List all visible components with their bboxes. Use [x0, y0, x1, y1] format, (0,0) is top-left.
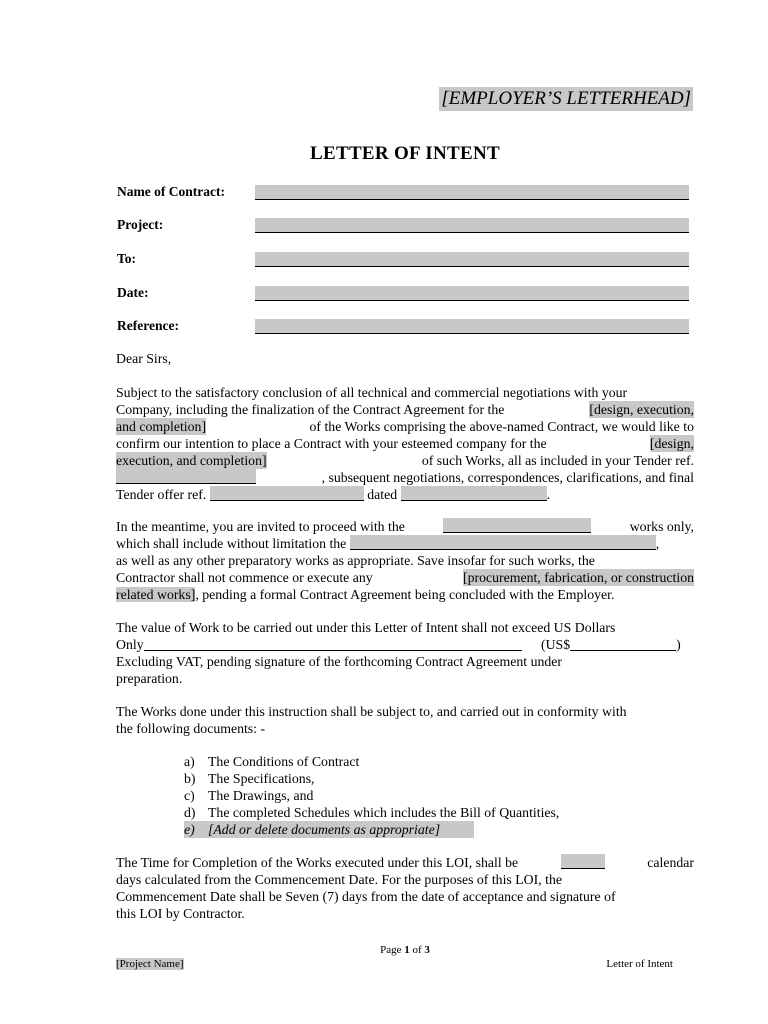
document-title: LETTER OF INTENT	[310, 143, 500, 164]
calendar-days-blank[interactable]	[561, 854, 605, 869]
text-line: Commencement Date shall be Seven (7) days from the date of acceptance and signature of	[116, 889, 616, 904]
text-line: the following documents: -	[116, 721, 266, 736]
list-item: a) The Conditions of Contract	[184, 754, 360, 769]
text-line: The Time for Completion of the Works executed under this LOI, shall be calendar	[116, 855, 694, 870]
text-line: Only (US$ )	[116, 637, 681, 652]
tender-offer-ref-blank[interactable]	[210, 486, 364, 501]
footer-document-name: Letter of Intent	[606, 958, 673, 970]
list-item: c) The Drawings, and	[184, 788, 314, 803]
field-label: Date:	[117, 285, 149, 300]
field-reference	[117, 317, 689, 337]
text-line: Subject to the satisfactory conclusion of all technical and commercial negotiations with your	[116, 385, 628, 400]
placeholder-scope[interactable]: [design, execution,	[589, 402, 694, 417]
text-line: Tender offer ref. dated .	[116, 487, 551, 502]
field-label: To:	[117, 251, 137, 266]
paragraph-works-documents	[116, 703, 694, 737]
text-line: confirm our intention to place a Contract with your esteemed company for the [design,	[116, 436, 694, 451]
field-input-line[interactable]	[255, 185, 689, 200]
list-item-optional-placeholder[interactable]: e) [Add or delete documents as appropriate]	[184, 821, 474, 838]
works-include-blank[interactable]	[350, 535, 656, 550]
text-line: and completion] of the Works comprising the above-named Contract, we would like to	[116, 419, 694, 434]
list-item: d) The completed Schedules which includes the Bill of Quantities,	[184, 805, 560, 820]
field-date	[117, 284, 689, 304]
field-input-line[interactable]	[255, 286, 689, 301]
tender-ref-blank[interactable]	[116, 469, 256, 484]
usd-amount-line[interactable]	[570, 637, 676, 651]
field-input-line[interactable]	[255, 252, 689, 267]
text-line: Contractor shall not commence or execute any [procurement, fabrication, or construction	[116, 570, 694, 585]
field-label: Project:	[117, 217, 164, 232]
field-label: Name of Contract:	[117, 184, 225, 199]
works-blank[interactable]	[443, 518, 591, 533]
page-number: Page 1 of 3	[380, 944, 430, 956]
placeholder-related-works[interactable]: [procurement, fabrication, or construction	[462, 570, 694, 585]
placeholder-scope[interactable]: and completion]	[116, 419, 207, 434]
text-line: In the meantime, you are invited to proceed with the works only,	[116, 519, 694, 534]
field-name-of-contract	[117, 183, 689, 203]
footer-project-name: [Project Name]	[116, 958, 184, 970]
paragraph-meantime	[116, 518, 694, 603]
text-line: The value of Work to be carried out under this Letter of Intent shall not exceed US Dollars	[116, 620, 616, 635]
value-amount-line[interactable]	[144, 637, 522, 651]
salutation: Dear Sirs,	[116, 351, 172, 366]
field-input-line[interactable]	[255, 218, 689, 233]
paragraph-subject	[116, 384, 694, 503]
placeholder-scope[interactable]: [design,	[649, 436, 694, 451]
field-label: Reference:	[117, 318, 179, 333]
text-line: The Works done under this instruction shall be subject to, and carried out in conformity with	[116, 704, 627, 719]
text-line: Company, including the finalization of the Contract Agreement for the [design, execution,	[116, 402, 694, 417]
text-line: , subsequent negotiations, correspondences, clarifications, and final	[116, 469, 694, 486]
documents-list	[184, 753, 684, 838]
employer-letterhead-placeholder: [EMPLOYER’S LETTERHEAD]	[441, 88, 691, 109]
placeholder-related-works[interactable]: related works]	[116, 587, 196, 602]
paragraph-value	[116, 619, 694, 687]
field-input-line[interactable]	[255, 319, 689, 334]
text-line: Excluding VAT, pending signature of the forthcoming Contract Agreement under	[116, 654, 562, 669]
tender-date-blank[interactable]	[401, 486, 547, 501]
text-line: days calculated from the Commencement Date. For the purposes of this LOI, the	[116, 872, 562, 887]
field-project	[117, 216, 689, 236]
placeholder-scope[interactable]: execution, and completion]	[116, 453, 267, 468]
text-line: which shall include without limitation the ,	[116, 536, 660, 551]
list-item: b) The Specifications,	[184, 771, 315, 786]
text-line: preparation.	[116, 671, 183, 686]
text-line: as well as any other preparatory works as appropriate. Save insofar for such works, the	[116, 553, 595, 568]
text-line: this LOI by Contractor.	[116, 906, 245, 921]
text-line: related works], pending a formal Contract Agreement being concluded with the Employer.	[116, 587, 615, 602]
text-line: execution, and completion] of such Works, all as included in your Tender ref.	[116, 453, 694, 468]
field-to	[117, 250, 689, 270]
paragraph-time-for-completion	[116, 854, 694, 922]
